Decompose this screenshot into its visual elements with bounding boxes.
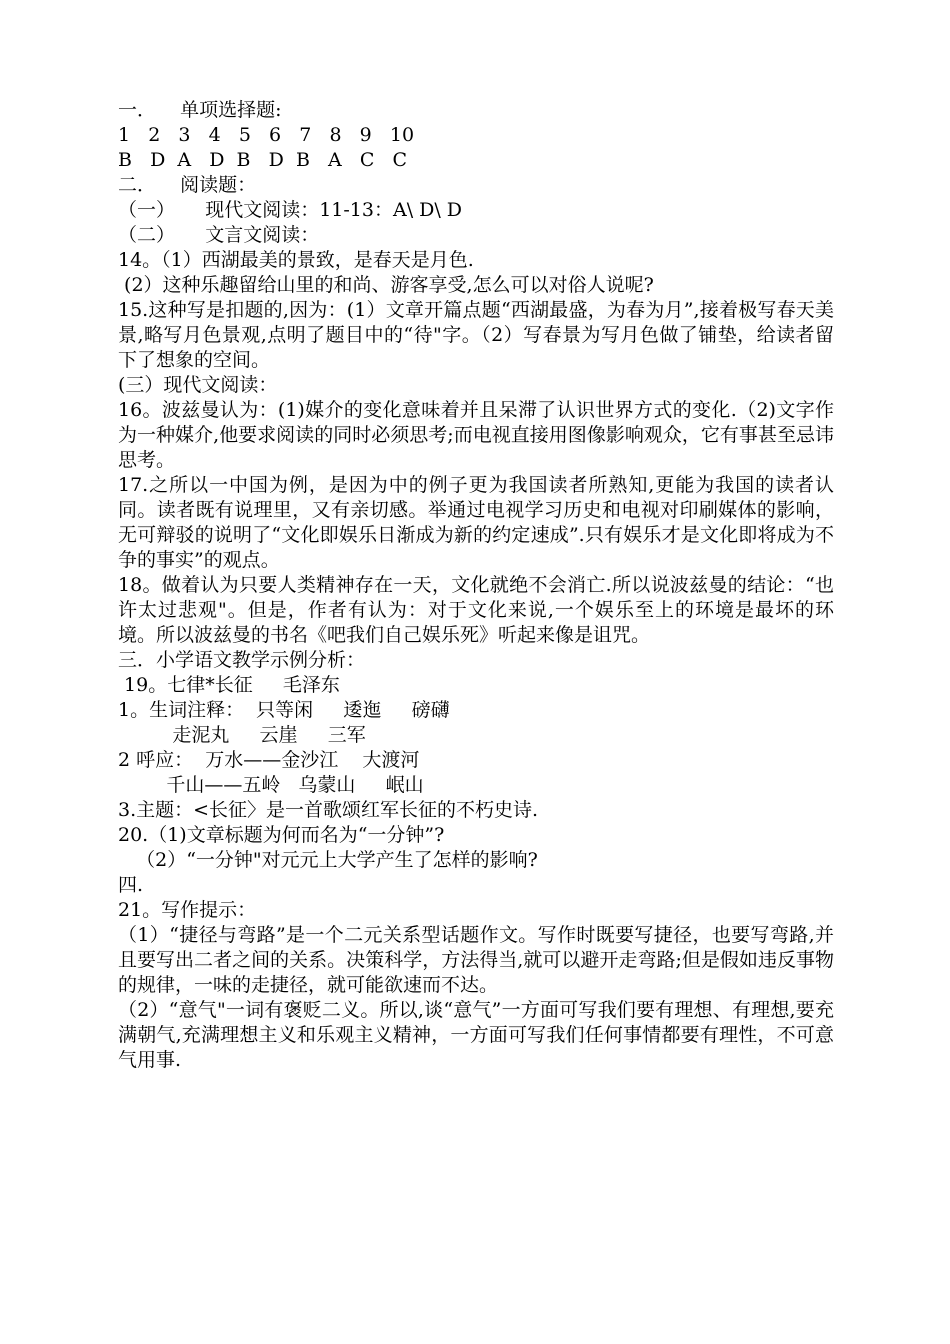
vocab-notes-line-1: 1。生词注释： 只等闲 逶迤 磅礴: [118, 699, 450, 721]
question-20-part-1: 20.（1)文章标题为何而名为“一分钟”?: [118, 824, 445, 846]
poem-title: 19。七律*长征 毛泽东: [118, 674, 340, 696]
section-3-modern-reading-heading: (三）现代文阅读：: [118, 374, 278, 396]
answer-15: 15.这种写是扣题的,因为：(1）文章开篇点题“西湖最盛，为春为月”,接着极写春天美景,略写月色景观,点明了题目中的“待"字。（2）写春景为写月色做了铺垫，给读者留下了想象的空间。: [118, 299, 834, 371]
answer-16: 16。波兹曼认为：(1)媒介的变化意味着并且呆滞了认识世界方式的变化.（2)文字作为一种媒介,他要求阅读的同时必须思考;而电视直接用图像影响观众，它有事甚至忌讳思考。: [118, 399, 834, 471]
question-20-part-2: （2）“一分钟"对元元上大学产生了怎样的影响?: [118, 849, 538, 871]
writing-tip-2: （2）“意气"一词有褒贬二义。所以,谈“意气”一方面可写我们要有理想、有理想,要充满朝气,充满理想主义和乐观主义精神，一方面可写我们任何事情都要有理性，不可意气用事.: [118, 999, 834, 1071]
question-numbers-row: 1 2 3 4 5 6 7 8 9 10: [118, 124, 415, 146]
answer-14-part-1: 14。（1）西湖最美的景致，是春天是月色.: [118, 249, 474, 271]
writing-tip-1: （1）“捷径与弯路”是一个二元关系型话题作文。写作时既要写捷径，也要写弯路,并且要写出二者之间的关系。决策科学，方法得当,就可以避开走弯路;但是假如违反事物的规律，一味的走捷径，就可能欲速而不达。: [118, 924, 834, 996]
answer-17: 17.之所以一中国为例，是因为中的例子更为我国读者所熟知,更能为我国的读者认同。读者既有说理里，又有亲切感。举通过电视学习历史和电视对印刷媒体的影响，无可辩驳的说明了“文化即娱乐日渐成为新的约定速成”.只有娱乐才是文化即将成为不争的事实”的观点。: [118, 474, 834, 571]
part-3-heading: 三．小学语文教学示例分析：: [118, 649, 366, 671]
vocab-notes-line-2: 走泥丸 云崖 三军: [118, 724, 366, 746]
section-2-heading: 二． 阅读题：: [118, 174, 257, 196]
modern-reading-answers: （一） 现代文阅读：11-13：A\ D\ D: [118, 199, 463, 221]
section-4-heading: 四.: [118, 874, 144, 896]
answer-14-part-2: (2）这种乐趣留给山里的和尚、游客享受,怎么可以对俗人说呢?: [118, 274, 654, 296]
writing-tips-heading: 21。写作提示：: [118, 899, 257, 921]
echo-line-1: 2 呼应： 万水——金沙江 大渡河: [118, 749, 420, 771]
theme-line: 3.主题：<长征〉是一首歌颂红军长征的不朽史诗.: [118, 799, 539, 821]
answer-18: 18。做着认为只要人类精神存在一天，文化就绝不会消亡.所以说波兹曼的结论：“也许太过悲观"。但是，作者有认为：对于文化来说,一个娱乐至上的环境是最坏的环境。所以波兹曼的书名《吧我们自己娱乐死》听起来像是诅咒。: [118, 574, 834, 646]
classical-reading-heading: （二） 文言文阅读：: [118, 224, 320, 246]
echo-line-2: 千山——五岭 乌蒙山 岷山: [118, 774, 424, 796]
answer-letters-row: B D A D B D B A C C: [118, 149, 408, 171]
answer-document: [118, 98, 834, 1073]
section-1-heading: 一． 单项选择题:: [118, 99, 282, 121]
